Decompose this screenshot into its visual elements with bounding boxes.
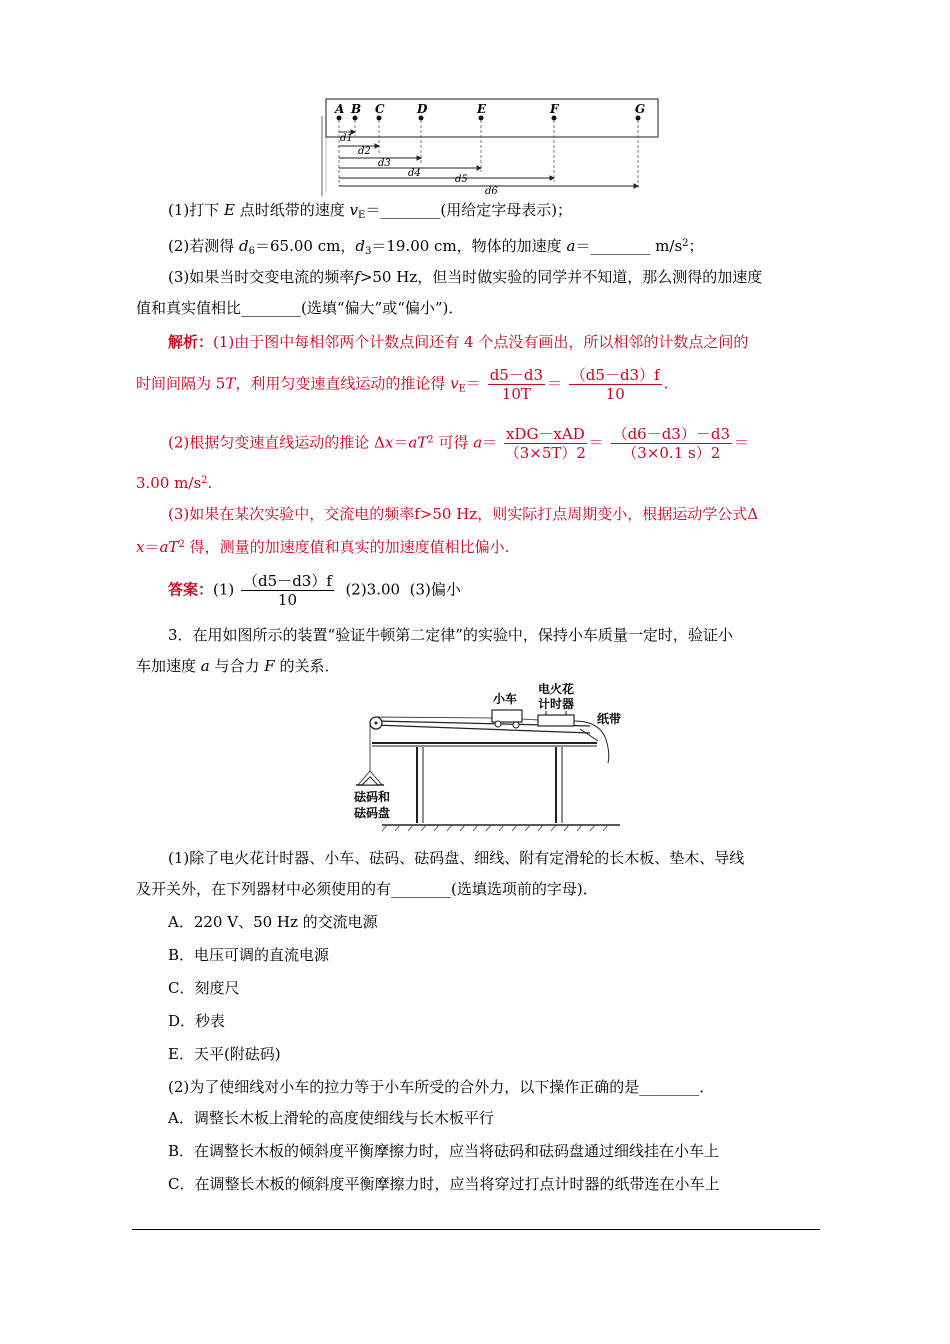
q2-part1: (1)打下 E 点时纸带的速度 $v_E=\_\_\_\_\_\_\_\_$(用给定字母表示)； [168, 201, 573, 221]
q3-option-b: B．电压可调的直流电源 [168, 946, 330, 964]
tape-label-e: E [477, 102, 487, 116]
q3-part1-line2: 及开关外，在下列器材中必须使用的有________(选填选项前的字母)． [136, 880, 598, 898]
solution-line3: (2)根据匀变速直线运动的推论 $\Delta x=aT^2$ 可得 a＝ $\frac{\text{xDG－xAD}}{(3\times 5T)2}$ ＝ $\frac{(d6-d3)-d3}{(3\times 0.1 s)2}$ ＝ [168, 425, 750, 462]
q3-stem-line2: 车加速度 a 与合力 F 的关系． [136, 657, 340, 675]
q2-part3-line1: (3)如果当时交变电流的频率f>50 Hz，但当时做实验的同学并不知道，那么测得的加速度 [168, 268, 763, 286]
q2-part3-line2: 值和真实值相比________(选填“偏大”或“偏小”)． [136, 299, 464, 317]
tape-label-f: F [550, 102, 559, 116]
q2-part2: (2)若测得 $d_6=65.00$ cm，$d_3=19.00$ cm，物体的加速度 a＝________ $m/s^2$； [168, 237, 704, 257]
label-cart: 小车 [493, 692, 518, 706]
q3-part2-option-b: B．在调整长木板的倾斜度平衡摩擦力时，应当将砝码和砝码盘通过细线挂在小车上 [168, 1142, 720, 1160]
tape-d3: d3 [378, 158, 391, 169]
tape-d6: d6 [485, 186, 498, 196]
tape-label-c: C [375, 102, 385, 116]
label-timer-1: 电火花 [538, 683, 575, 696]
tape-label-a: A [335, 102, 345, 116]
solution-line6: $x=aT^2$ 得，测量的加速度值和真实的加速度值相比偏小. [136, 538, 510, 556]
footer-divider [132, 1229, 820, 1230]
tape-d4: d4 [408, 168, 421, 179]
solution-line5: (3)如果在某次实验中，交流电的频率f>50 Hz，则实际打点周期变小，根据运动学公式Δ [168, 505, 759, 523]
fraction-4: $\frac{(d6-d3)-d3}{(3\times 0.1 s)2}$ [612, 425, 730, 462]
q3-option-a: A．220 V、50 Hz 的交流电源 [168, 913, 378, 931]
solution-line4: 3.00 $m/s^2$. [136, 474, 213, 492]
answer-line: 答案：(1) $\frac{(d5-d3)f}{10}$ (2)3.00 (3)偏小 [168, 572, 461, 609]
label-timer-2: 计时器 [538, 697, 575, 711]
tape-d1: d1 [340, 133, 353, 144]
fraction-answer: $\frac{(d5-d3)f}{10}$ [243, 572, 332, 609]
label-weight-2: 砝码盘 [354, 806, 391, 820]
tape-label-g: G [635, 102, 646, 116]
q3-part2: (2)为了使细线对小车的拉力等于小车所受的合外力，以下操作正确的是________． [168, 1078, 715, 1096]
solution-line2: 时间间隔为 5T，利用匀变速直线运动的推论得 $v_E=$ $\frac{d5-d3}{10T}$ ＝ $\frac{(d5-d3)f}{10}$ . [136, 366, 669, 403]
label-weight-1: 砝码和 [354, 790, 391, 804]
q3-part1-line1: (1)除了电火花计时器、小车、砝码、砝码盘、细线、附有定滑轮的长木板、垫木、导线 [168, 849, 745, 867]
q3-stem-line1: 3．在用如图所示的装置“验证牛顿第二定律”的实验中，保持小车质量一定时，验证小 [168, 626, 733, 644]
label-tape: 纸带 [597, 712, 622, 726]
q3-option-c: C．刻度尺 [168, 979, 240, 997]
fraction-2: $\frac{(d5-d3)f}{10}$ [570, 366, 660, 403]
q3-option-d: D．秒表 [168, 1012, 226, 1030]
tape-label-b: B [351, 102, 362, 116]
tape-d2: d2 [358, 146, 371, 157]
q3-part2-option-a: A．调整长木板上滑轮的高度使细线与长木板平行 [168, 1109, 494, 1127]
paper-tape-figure [320, 96, 665, 196]
tape-d5: d5 [455, 174, 468, 185]
solution-line1: 解析：(1)由于图中每相邻两个计数点间还有 4 个点没有画出，所以相邻的计数点之间的 [168, 333, 749, 351]
fraction-3: $\frac{\text{xDG－xAD}}{(3\times 5T)2}$ [504, 425, 586, 462]
q3-part2-option-c: C．在调整长木板的倾斜度平衡摩擦力时，应当将穿过打点计时器的纸带连在小车上 [168, 1175, 720, 1193]
fraction-1: $\frac{d5-d3}{10T}$ [489, 366, 543, 403]
tape-label-d: D [417, 102, 428, 116]
q3-option-e: E．天平(附砝码) [168, 1045, 281, 1063]
apparatus-figure [352, 683, 630, 833]
